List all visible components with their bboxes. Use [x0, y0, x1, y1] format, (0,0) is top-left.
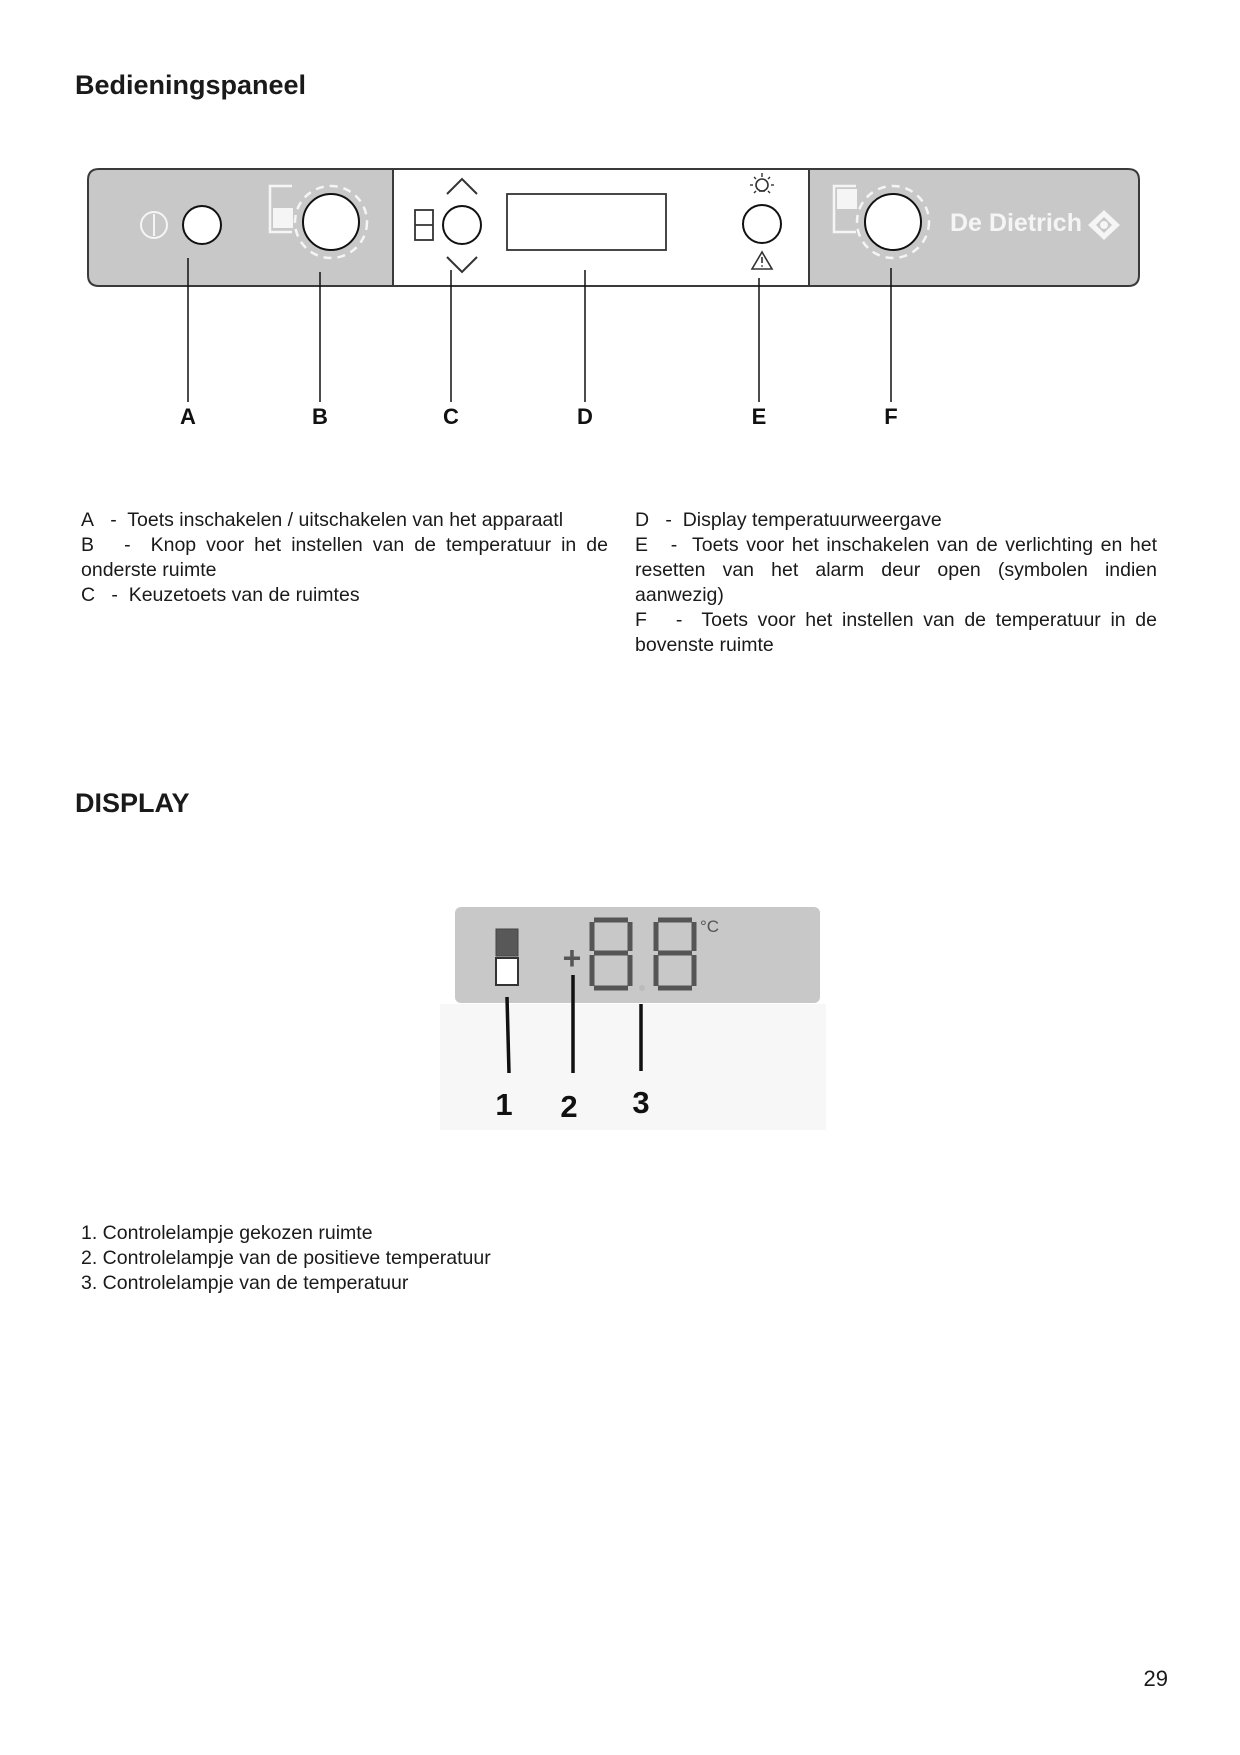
display-callout-label-2: 2	[560, 1089, 578, 1124]
page-number: 29	[1143, 1666, 1168, 1691]
callout-label-c: C	[443, 404, 459, 429]
section-title-display: DISPLAY	[75, 788, 190, 818]
legend-item-a: A - Toets inschakelen / uitschakelen van het apparaatl	[81, 509, 564, 531]
display-legend	[81, 1221, 491, 1296]
callout-label-b: B	[312, 404, 328, 429]
legend-item-c: C - Keuzetoets van de ruimtes	[81, 584, 360, 606]
legend-item-b: B - Knop voor het instellen van de temperatuur in de onderste ruimte	[81, 534, 608, 581]
section-title-panel: Bedieningspaneel	[75, 70, 307, 100]
legend-item-e: E - Toets voor het inschakelen van de verlichting en het resetten van het alarm deur open (symbolen indien aanwezig)	[635, 534, 1157, 606]
callout-label-a: A	[180, 404, 196, 429]
legend-item-f: F - Toets voor het instellen van de temperatuur in de bovenste ruimte	[635, 609, 1157, 656]
positive-sign-indicator: +	[562, 940, 582, 976]
display-legend-item-2: 2. Controlelampje van de positieve temperatuur	[81, 1247, 491, 1269]
legend-item-d: D - Display temperatuurweergave	[635, 509, 942, 531]
compartment-indicator-icon	[496, 929, 518, 985]
callout-label-f: F	[884, 404, 898, 429]
display-legend-item-1: 1. Controlelampje gekozen ruimte	[81, 1222, 373, 1244]
callout-label-d: D	[577, 404, 593, 429]
celsius-unit: °C	[700, 917, 720, 936]
display-callout-line-1	[507, 997, 509, 1073]
callout-label-e: E	[751, 404, 767, 429]
display-callout-label-3: 3	[632, 1085, 650, 1120]
display-callout-label-1: 1	[495, 1087, 513, 1122]
display-legend-item-3: 3. Controlelampje van de temperatuur	[81, 1272, 409, 1294]
brand-logo: De Dietrich	[950, 209, 1082, 237]
decimal-point	[639, 985, 645, 991]
